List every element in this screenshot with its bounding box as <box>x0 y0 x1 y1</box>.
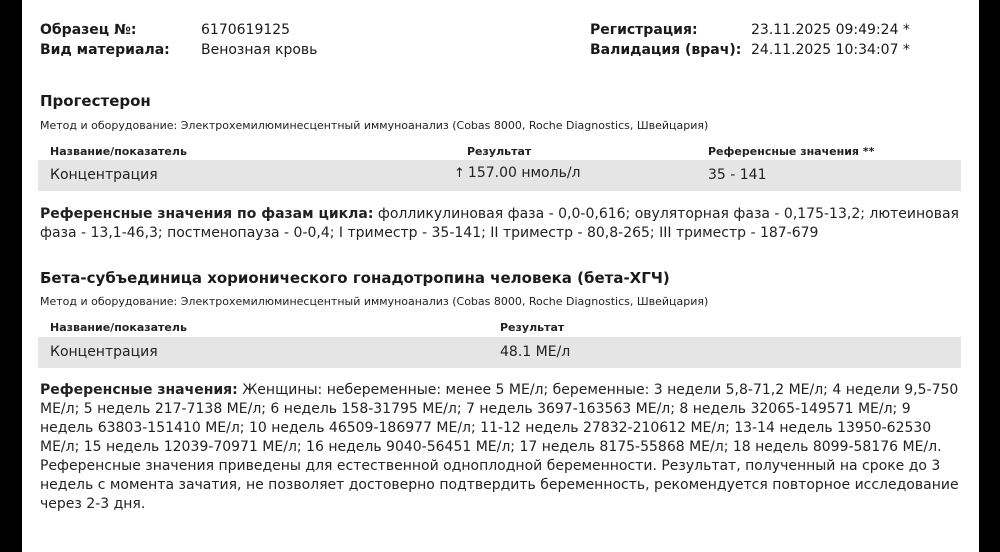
lab-report-page <box>22 0 979 552</box>
hcg-method: Метод и оборудование: Электрохемилюминесцентный иммуноанализ (Cobas 8000, Roche Diagnostics, Швейцария) <box>40 295 709 308</box>
progesterone-ref-text <box>40 205 960 243</box>
hcg-ref-text <box>40 381 960 514</box>
progesterone-method: Метод и оборудование: Электрохемилюминесцентный иммуноанализ (Cobas 8000, Roche Diagnostics, Швейцария) <box>40 119 709 132</box>
progesterone-result-value: 157.00 нмоль/л <box>467 165 581 181</box>
progesterone-title: Прогестерон <box>40 92 151 110</box>
hcg-title: Бета-субъединица хорионического гонадотропина человека (бета-ХГЧ) <box>40 269 670 287</box>
progesterone-row-name: Концентрация <box>50 167 158 183</box>
material-value: Венозная кровь <box>201 42 318 58</box>
progesterone-ref-body: фолликулиновая фаза - 0,0-0,616; овуляторная фаза - 0,175-13,2; лютеиновая фаза - 13,1-46,3; постменопауза - 0-0,4; I триместр - 35-141; II триместр - 80,8-265; III триместр - 187-679 <box>40 206 959 241</box>
progesterone-ref-label: Референсные значения по фазам цикла: <box>40 206 374 222</box>
validation-value: 24.11.2025 10:34:07 * <box>751 42 910 58</box>
hcg-col-name: Название/показатель <box>50 321 187 334</box>
sample-number-label: Образец №: <box>40 22 137 38</box>
hcg-ref-body: Женщины: небеременные: менее 5 МЕ/л; беременные: 3 недели 5,8-71,2 МЕ/л; 4 недели 9,5-750 МЕ/л; 5 недель 217-7138 МЕ/л; 6 недель 158-31795 МЕ/л; 7 недель 3697-163563 МЕ/л; 8 недель 32065-149571 МЕ/л; 9 недель 63803-151410 МЕ/л; 10 недель 46509-186977 МЕ/л; 11-12 недель 27832-210612 МЕ/л; 13-14 недель 13950-62530 МЕ/л; 15 недель 12039-70971 МЕ/л; 16 недель 9040-56451 МЕ/л; 17 недель 8175-55868 МЕ/л; 18 недель 8099-58176 МЕ/л. Референсные значения приведены для естественной одноплодной беременности. Результат, полученный на сроке до 3 недель с момента зачатия, не позволяет достоверно подтвердить беременность, рекомендуется повторное исследование через 2-3 дня. <box>40 382 959 512</box>
registration-value: 23.11.2025 09:49:24 * <box>751 22 910 38</box>
hcg-col-result: Результат <box>500 321 565 334</box>
hcg-ref-label: Референсные значения: <box>40 382 238 398</box>
sample-number-value: 6170619125 <box>201 22 291 38</box>
progesterone-col-name: Название/показатель <box>50 145 187 158</box>
material-label: Вид материала: <box>40 42 170 58</box>
progesterone-row-result <box>454 165 581 181</box>
progesterone-col-ref: Референсные значения ** <box>708 145 875 158</box>
hcg-row-result: 48.1 МЕ/л <box>500 344 571 360</box>
arrow-up-icon: ↑ <box>454 166 465 181</box>
registration-label: Регистрация: <box>590 22 698 38</box>
validation-label: Валидация (врач): <box>590 42 742 58</box>
hcg-row-name: Концентрация <box>50 344 158 360</box>
progesterone-col-result: Результат <box>467 145 532 158</box>
progesterone-row-ref: 35 - 141 <box>708 167 767 183</box>
